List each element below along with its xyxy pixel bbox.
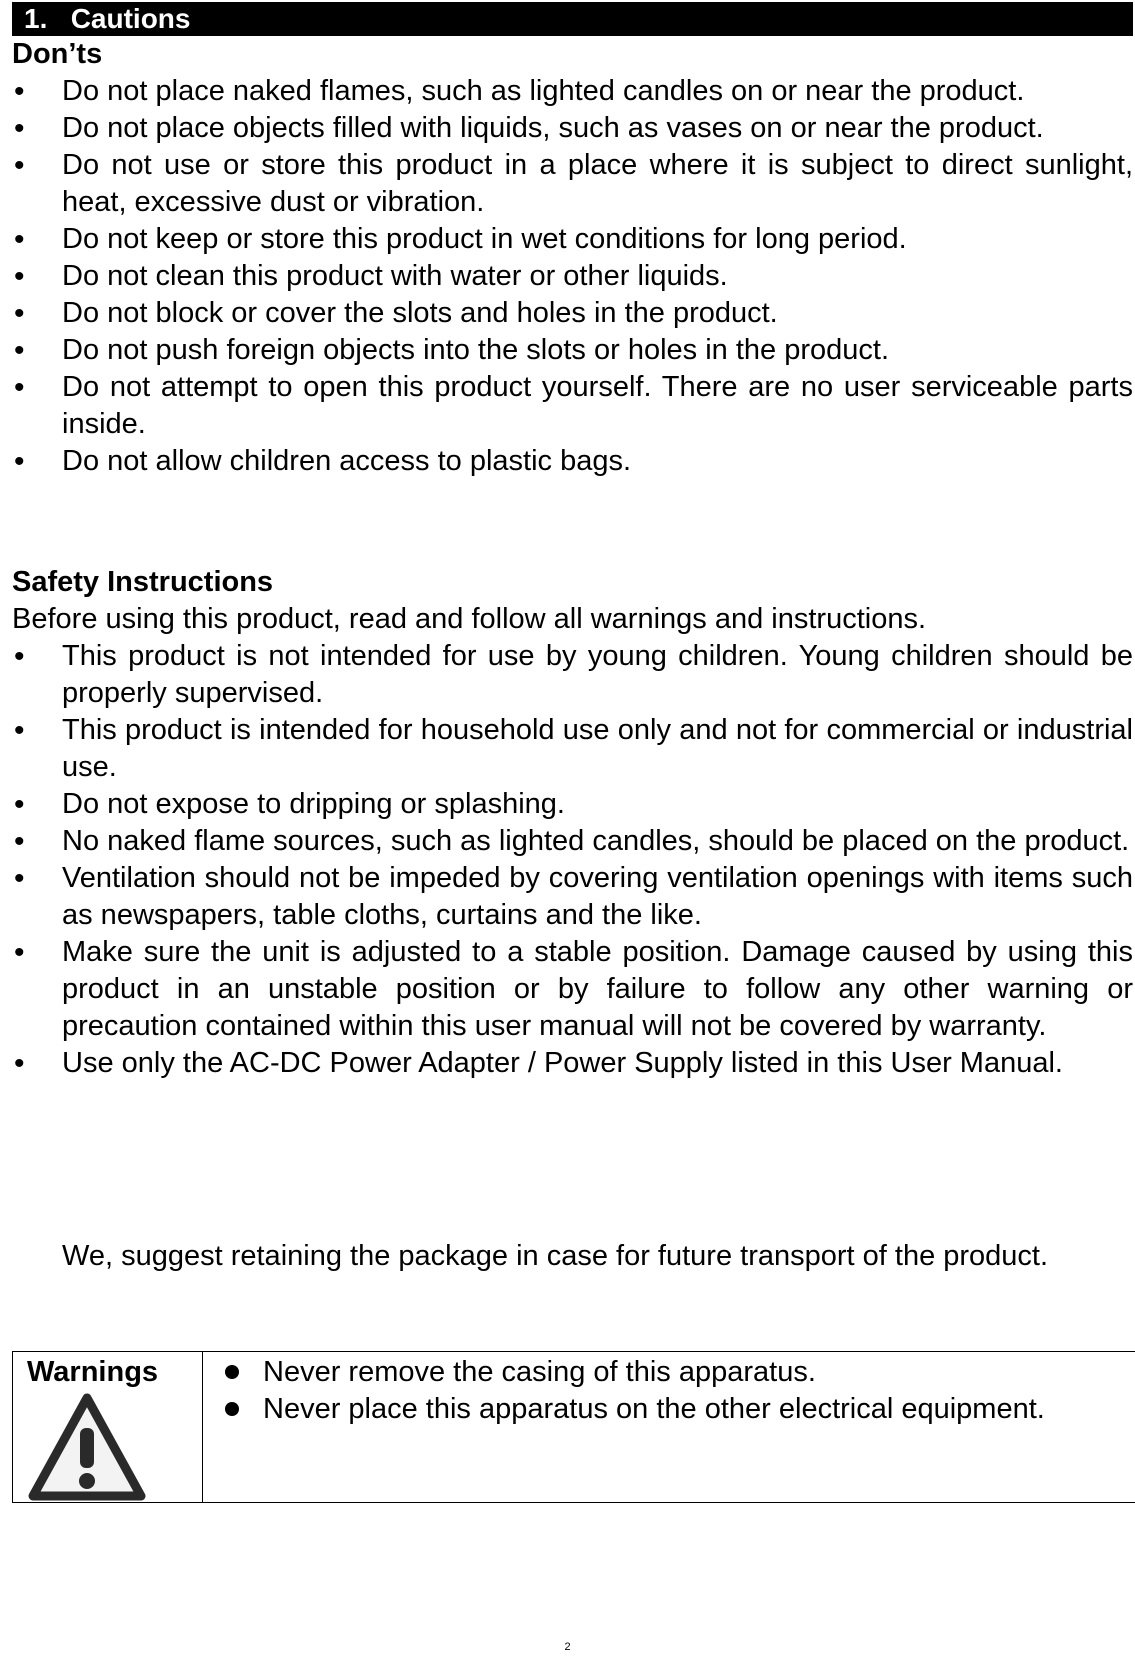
safety-item: • This product is intended for household use only and not for commercial or industrial use. (12, 712, 1133, 786)
donts-item: • Do not use or store this product in a place where it is subject to direct sunlight, heat, excessive dust or vibration. (12, 147, 1133, 221)
section-heading (24, 3, 190, 35)
safety-list (12, 638, 1133, 1082)
donts-item: • Do not clean this product with water or other liquids. (12, 258, 1133, 295)
warnings-label: Warnings (27, 1356, 159, 1388)
safety-item: • This product is not intended for use by young children. Young children should be properly supervised. (12, 638, 1133, 712)
safety-heading: Safety Instructions (12, 566, 274, 598)
donts-list (12, 73, 1133, 480)
safety-item: • Make sure the unit is adjusted to a stable position. Damage caused by using this product in an unstable position or by failure to follow any other warning or precaution contained within this user manual will not be covered by warranty. (12, 934, 1133, 1045)
warnings-item: Never remove the casing of this apparatus. (203, 1354, 1128, 1391)
donts-item: • Do not push foreign objects into the slots or holes in the product. (12, 332, 1133, 369)
warnings-content-cell (203, 1352, 1135, 1502)
section-title: Cautions (70, 3, 191, 34)
warnings-table (12, 1351, 1135, 1503)
safety-item: • Use only the AC-DC Power Adapter / Power Supply listed in this User Manual. (12, 1045, 1133, 1082)
safety-item: • No naked flame sources, such as lighted candles, should be placed on the product. (12, 823, 1133, 860)
donts-heading: Don’ts (12, 38, 103, 70)
donts-item: • Do not attempt to open this product yourself. There are no user serviceable parts inside. (12, 369, 1133, 443)
warnings-list (203, 1354, 1128, 1428)
warning-triangle-icon (27, 1392, 147, 1502)
suggestion-paragraph: We, suggest retaining the package in case for future transport of the product. (62, 1240, 1049, 1272)
donts-item: • Do not place objects filled with liquids, such as vases on or near the product. (12, 110, 1133, 147)
section-header-bar (12, 2, 1133, 36)
safety-lead: Before using this product, read and follow all warnings and instructions. (12, 603, 927, 635)
donts-item: • Do not place naked flames, such as lighted candles on or near the product. (12, 73, 1133, 110)
safety-item: • Do not expose to dripping or splashing. (12, 786, 1133, 823)
donts-item: • Do not keep or store this product in wet conditions for long period. (12, 221, 1133, 258)
warnings-item: Never place this apparatus on the other electrical equipment. (203, 1391, 1128, 1428)
donts-item: • Do not block or cover the slots and holes in the product. (12, 295, 1133, 332)
safety-item: • Ventilation should not be impeded by covering ventilation openings with items such as newspapers, table cloths, curtains and the like. (12, 860, 1133, 934)
section-number: 1. (24, 3, 48, 34)
page-number: 2 (564, 1641, 571, 1653)
warnings-label-cell (13, 1352, 203, 1502)
donts-item: • Do not allow children access to plastic bags. (12, 443, 1133, 480)
